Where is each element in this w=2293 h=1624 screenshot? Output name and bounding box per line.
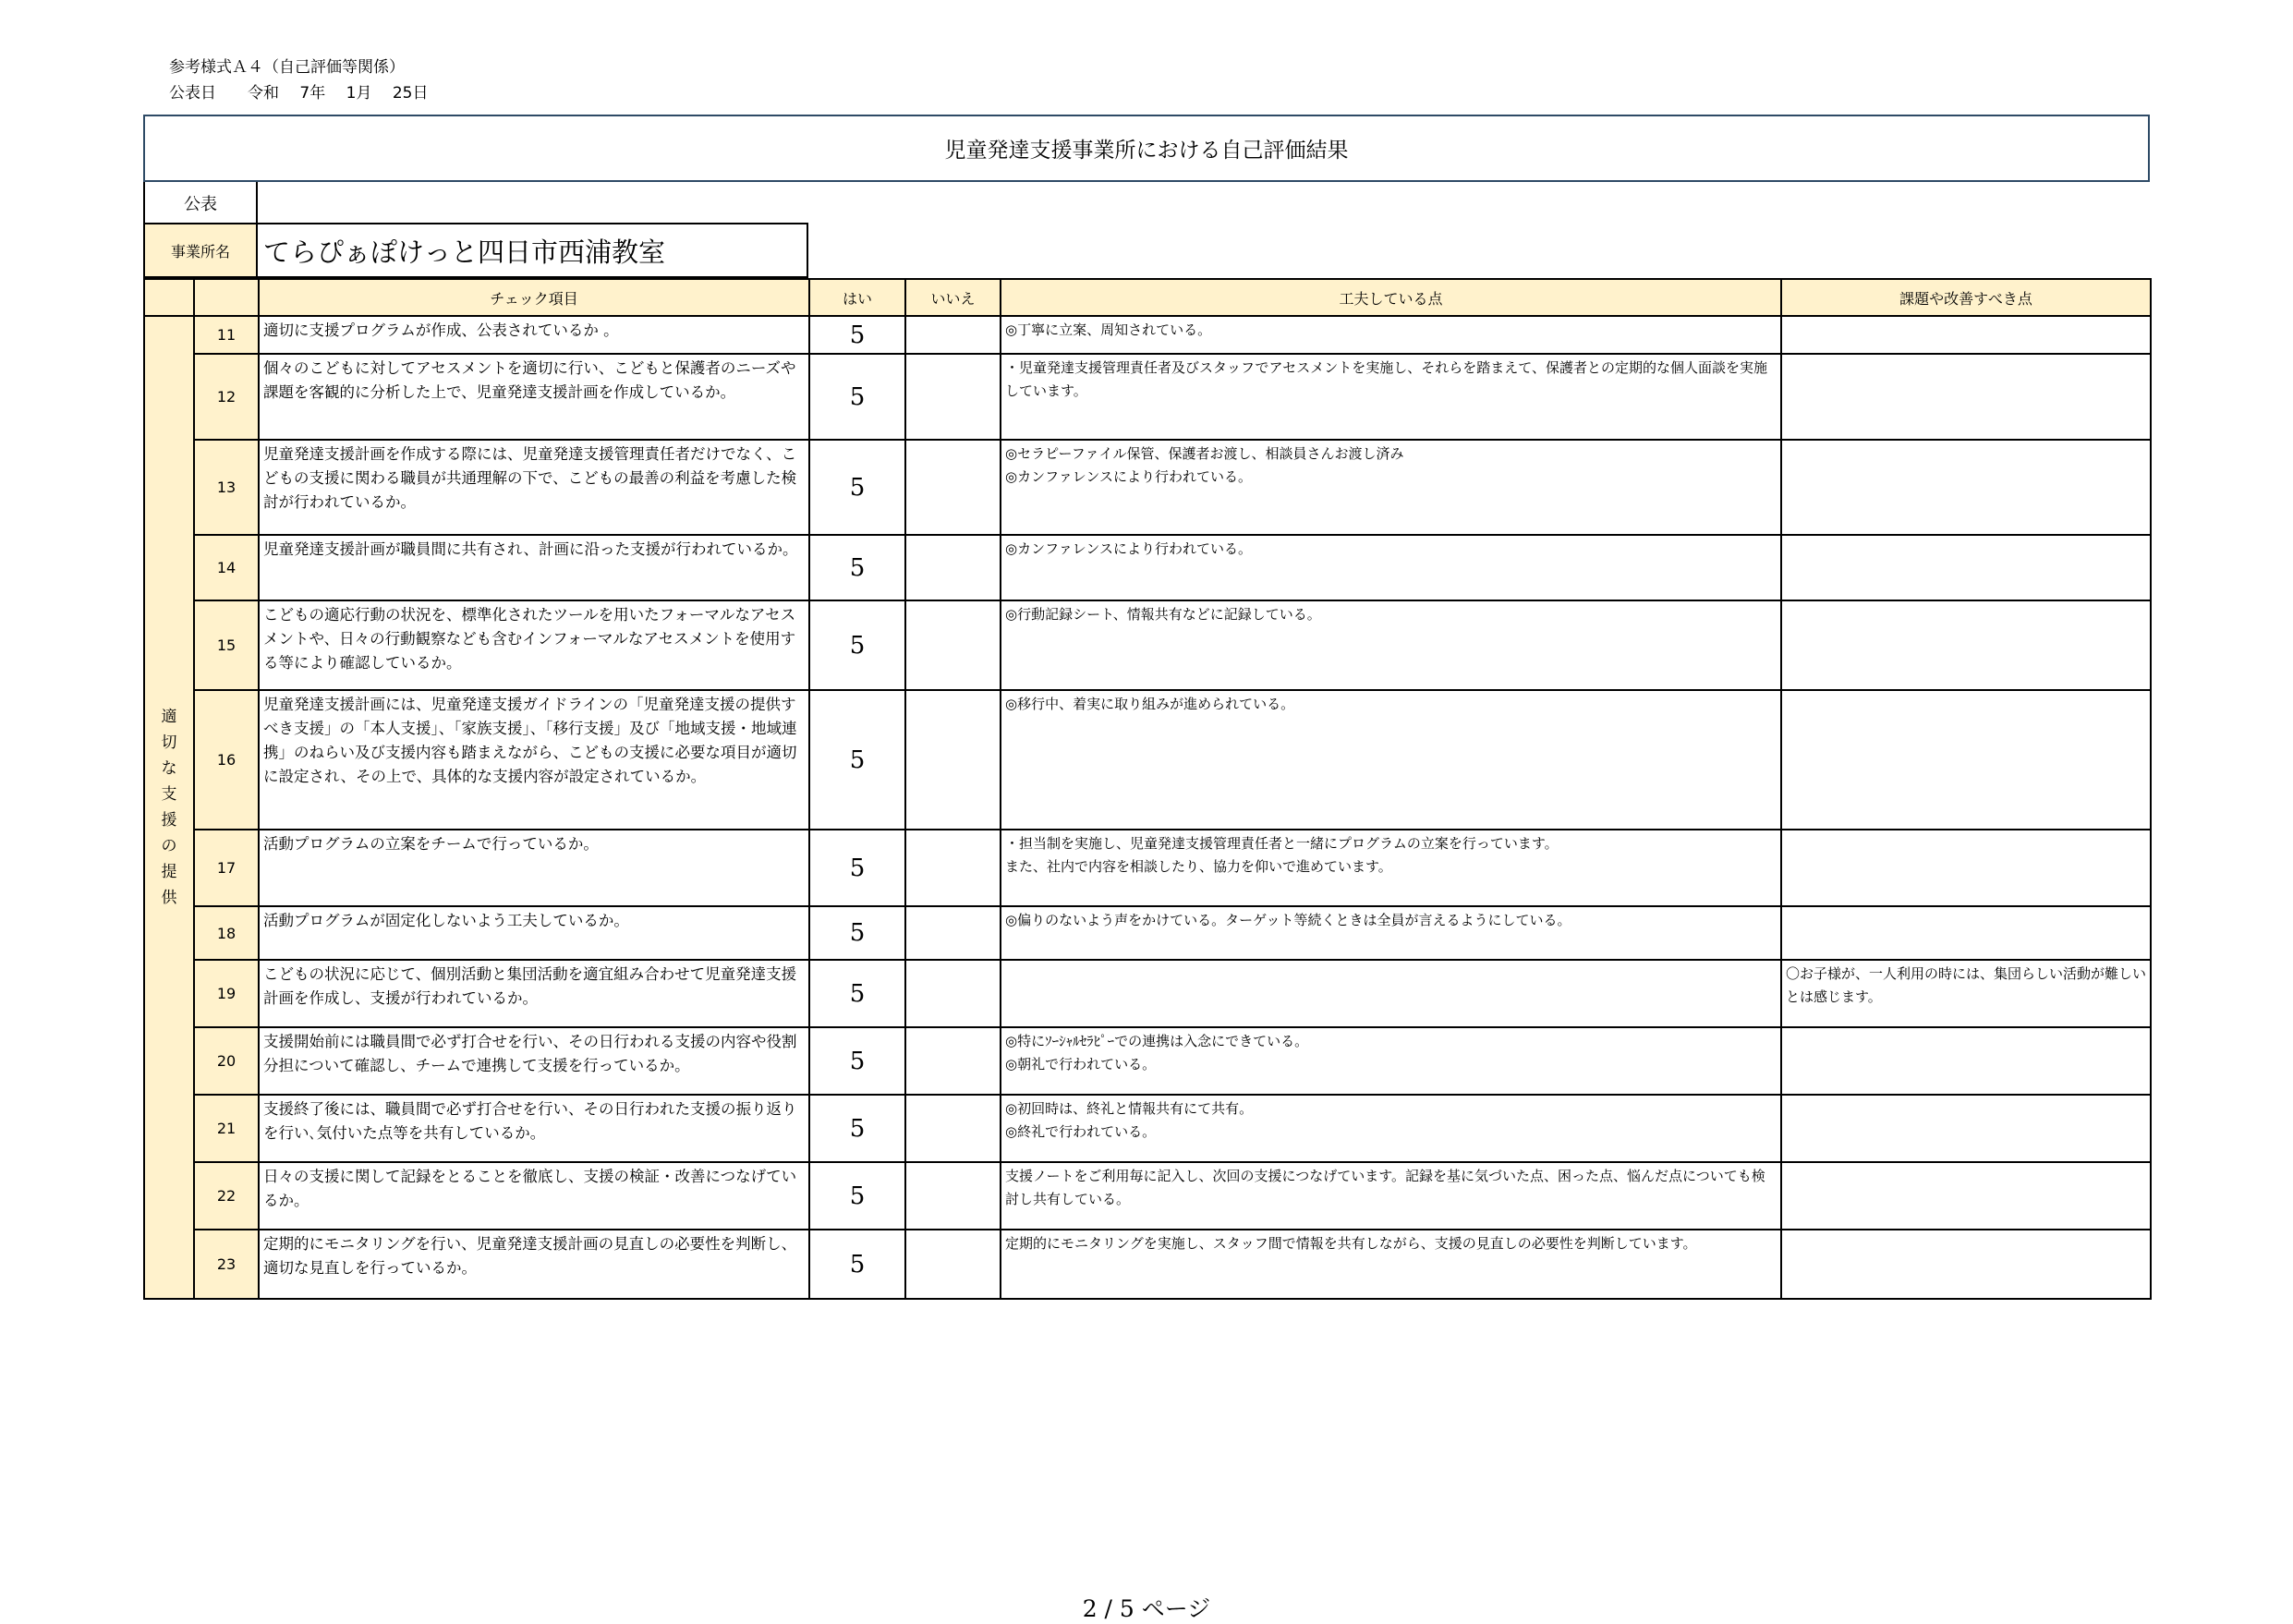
row-number: 20 [194, 1027, 259, 1095]
row-number: 17 [194, 830, 259, 906]
no-count [905, 440, 1001, 535]
header-blank-num [194, 279, 259, 316]
kufuu-text: ・担当制を実施し、児童発達支援管理責任者と一緒にプログラムの立案を行っています。 また、社内で内容を相談したり、協力を仰いで進めています。 [1001, 830, 1781, 906]
no-count [905, 1230, 1001, 1299]
yes-count: 5 [809, 600, 905, 690]
kadai-text [1781, 1027, 2151, 1095]
kadai-text [1781, 1230, 2151, 1299]
check-item: こどもの適応行動の状況を、標準化されたツールを用いたフォーマルなアセスメントや、日々の行動観察なども含むインフォーマルなアセスメントを使用する等により確認しているか。 [259, 600, 809, 690]
row-number: 15 [194, 600, 259, 690]
form-label: 参考様式Ａ４（自己評価等関係） [169, 58, 405, 77]
row-number: 18 [194, 906, 259, 960]
kufuu-text: ◎特にｿｰｼｬﾙｾﾗﾋﾟｰでの連携は入念にできている。 ◎朝礼で行われている。 [1001, 1027, 1781, 1095]
kadai-text [1781, 690, 2151, 830]
table-row [144, 960, 2151, 1027]
no-count [905, 1027, 1001, 1095]
office-name: てらぴぁぽけっと四日市西浦教室 [256, 223, 808, 278]
no-count [905, 316, 1001, 354]
yes-count: 5 [809, 1162, 905, 1230]
header-kufuu: 工夫している点 [1001, 279, 1781, 316]
office-name-label: 事業所名 [143, 223, 258, 278]
header-kadai: 課題や改善すべき点 [1781, 279, 2151, 316]
check-item: 活動プログラムが固定化しないよう工夫しているか。 [259, 906, 809, 960]
page-number: 2 / 5 ページ [1082, 1595, 1211, 1622]
kadai-text [1781, 354, 2151, 440]
yes-count: 5 [809, 535, 905, 600]
table-row [144, 354, 2151, 440]
category-label [144, 316, 194, 1299]
row-number: 13 [194, 440, 259, 535]
table-row [144, 1230, 2151, 1299]
row-number: 12 [194, 354, 259, 440]
row-number: 21 [194, 1095, 259, 1162]
check-item: 児童発達支援計画には、児童発達支援ガイドラインの「児童発達支援の提供すべき支援」の「本人支援」、「家族支援」、「移行支援」及び「地域支援・地域連携」のねらい及び支援内容も踏まえながら、こどもの支援に必要な項目が適切に設定され、その上で、具体的な支援内容が設定されているか。 [259, 690, 809, 830]
check-item: 支援終了後には、職員間で必ず打合せを行い、その日行われた支援の振り返りを行い､気付いた点等を共有しているか。 [259, 1095, 809, 1162]
kufuu-text: ◎移行中、着実に取り組みが進められている。 [1001, 690, 1781, 830]
kadai-text [1781, 600, 2151, 690]
yes-count: 5 [809, 1027, 905, 1095]
yes-count: 5 [809, 316, 905, 354]
no-count [905, 960, 1001, 1027]
evaluation-table [143, 278, 2152, 1300]
kufuu-text: ◎偏りのないよう声をかけている。ターゲット等続くときは全員が言えるようにしている。 [1001, 906, 1781, 960]
kufuu-text: 支援ノートをご利用毎に記入し、次回の支援につなげています。記録を基に気づいた点、困った点、悩んだ点についても検討し共有している。 [1001, 1162, 1781, 1230]
table-row [144, 316, 2151, 354]
row-number: 14 [194, 535, 259, 600]
kouhyou-label: 公表 [143, 182, 258, 225]
kufuu-text: ◎初回時は、終礼と情報共有にて共有。 ◎終礼で行われている。 [1001, 1095, 1781, 1162]
table-header-row [144, 279, 2151, 316]
table-row [144, 830, 2151, 906]
no-count [905, 830, 1001, 906]
table-row [144, 1027, 2151, 1095]
row-number: 11 [194, 316, 259, 354]
yes-count: 5 [809, 906, 905, 960]
kadai-text [1781, 440, 2151, 535]
row-number: 19 [194, 960, 259, 1027]
kufuu-text: ◎カンファレンスにより行われている。 [1001, 535, 1781, 600]
kufuu-text: ・児童発達支援管理責任者及びスタッフでアセスメントを実施し、それらを踏まえて、保護者との定期的な個人面談を実施しています。 [1001, 354, 1781, 440]
header-yes: はい [809, 279, 905, 316]
check-item: 定期的にモニタリングを行い、児童発達支援計画の見直しの必要性を判断し、適切な見直しを行っているか。 [259, 1230, 809, 1299]
table-row [144, 690, 2151, 830]
no-count [905, 690, 1001, 830]
yes-count: 5 [809, 1095, 905, 1162]
page-title: 児童発達支援事業所における自己評価結果 [143, 115, 2150, 182]
no-count [905, 906, 1001, 960]
check-item: 児童発達支援計画が職員間に共有され、計画に沿った支援が行われているか。 [259, 535, 809, 600]
check-item: 個々のこどもに対してアセスメントを適切に行い、こどもと保護者のニーズや課題を客観的に分析した上で、児童発達支援計画を作成しているか。 [259, 354, 809, 440]
kadai-text [1781, 1162, 2151, 1230]
check-item: 日々の支援に関して記録をとることを徹底し、支援の検証・改善につなげているか。 [259, 1162, 809, 1230]
check-item: 支援開始前には職員間で必ず打合せを行い、その日行われる支援の内容や役割分担について確認し、チームで連携して支援を行っているか。 [259, 1027, 809, 1095]
kufuu-text: ◎セラピーファイル保管、保護者お渡し、相談員さんお渡し済み ◎カンファレンスにより行われている。 [1001, 440, 1781, 535]
yes-count: 5 [809, 690, 905, 830]
row-number: 16 [194, 690, 259, 830]
header-no: いいえ [905, 279, 1001, 316]
no-count [905, 600, 1001, 690]
kadai-text [1781, 1095, 2151, 1162]
check-item: 活動プログラムの立案をチームで行っているか。 [259, 830, 809, 906]
table-row [144, 1162, 2151, 1230]
kufuu-text [1001, 960, 1781, 1027]
table-row [144, 1095, 2151, 1162]
no-count [905, 535, 1001, 600]
kadai-text [1781, 830, 2151, 906]
check-item: こどもの状況に応じて、個別活動と集団活動を適宜組み合わせて児童発達支援計画を作成し、支援が行われているか。 [259, 960, 809, 1027]
row-number: 23 [194, 1230, 259, 1299]
table-row [144, 600, 2151, 690]
row-number: 22 [194, 1162, 259, 1230]
kadai-text [1781, 906, 2151, 960]
kadai-text [1781, 316, 2151, 354]
table-row [144, 440, 2151, 535]
yes-count: 5 [809, 440, 905, 535]
kufuu-text: ◎行動記録シート、情報共有などに記録している。 [1001, 600, 1781, 690]
yes-count: 5 [809, 960, 905, 1027]
yes-count: 5 [809, 354, 905, 440]
yes-count: 5 [809, 1230, 905, 1299]
check-item: 児童発達支援計画を作成する際には、児童発達支援管理責任者だけでなく、こどもの支援に関わる職員が共通理解の下で、こどもの最善の利益を考慮した検討が行われているか。 [259, 440, 809, 535]
table-row [144, 535, 2151, 600]
kufuu-text: ◎丁寧に立案、周知されている。 [1001, 316, 1781, 354]
kadai-text: 〇お子様が、一人利用の時には、集団らしい活動が難しいとは感じます。 [1781, 960, 2151, 1027]
no-count [905, 354, 1001, 440]
header-check-item: チェック項目 [259, 279, 809, 316]
category-text: 適 切 な 支 援 の 提 供 [161, 708, 177, 907]
no-count [905, 1162, 1001, 1230]
kufuu-text: 定期的にモニタリングを実施し、スタッフ間で情報を共有しながら、支援の見直しの必要性を判断しています。 [1001, 1230, 1781, 1299]
header-blank-cat [144, 279, 194, 316]
table-row [144, 906, 2151, 960]
published-date: 公表日 令和 7年 1月 25日 [169, 84, 429, 103]
check-item: 適切に支援プログラムが作成、公表されているか 。 [259, 316, 809, 354]
kadai-text [1781, 535, 2151, 600]
yes-count: 5 [809, 830, 905, 906]
no-count [905, 1095, 1001, 1162]
